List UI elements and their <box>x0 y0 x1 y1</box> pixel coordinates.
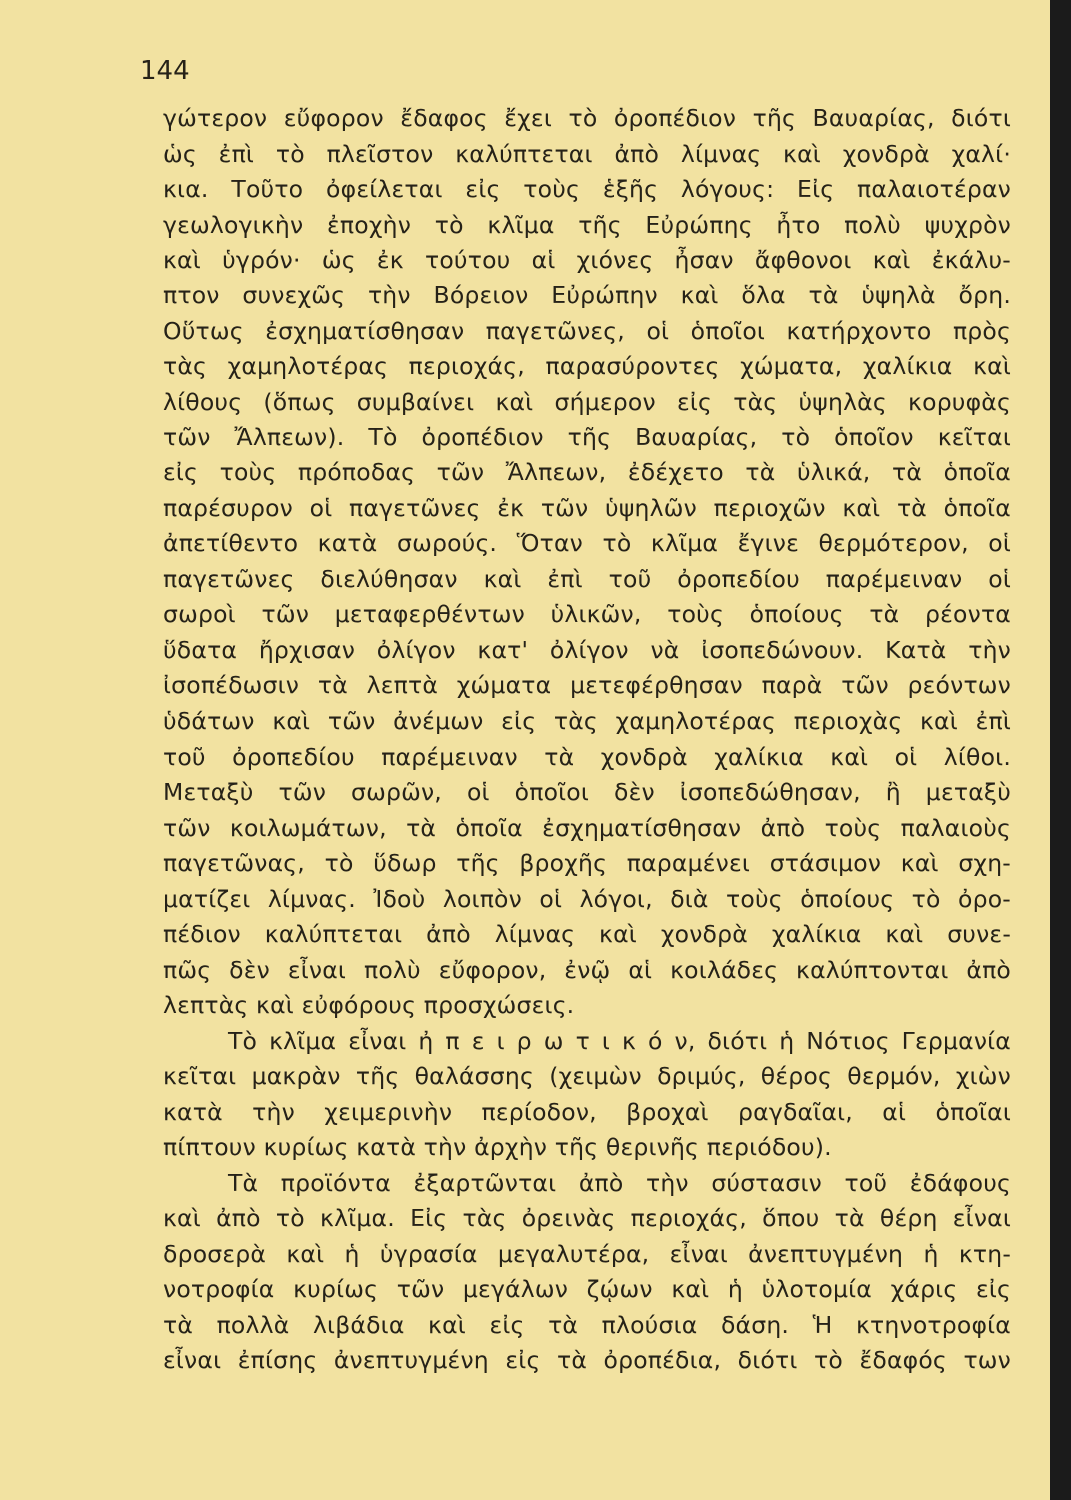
text-line: ἰσοπέδωσιν τὰ λεπτὰ χώματα μετεφέρθησαν παρὰ τῶν ρεόντων <box>163 671 1011 699</box>
text-line: πτον συνεχῶς τὴν Βόρειον Εὐρώπην καὶ ὅλα τὰ ὑψηλὰ ὄρη. <box>163 281 1011 309</box>
text-line: Τὰ προϊόντα ἐξαρτῶνται ἀπὸ τὴν σύστασιν τοῦ ἐδάφους <box>228 1169 1011 1197</box>
text-line: τὰς χαμηλοτέρας περιοχάς, παρασύροντες χώματα, χαλίκια καὶ <box>163 352 1011 380</box>
text-line: κεῖται μακρὰν τῆς θαλάσσης (χειμὼν δριμύς, θέρος θερμόν, χιὼν <box>163 1062 1011 1090</box>
text-line: κια. Τοῦτο ὀφείλεται εἰς τοὺς ἑξῆς λόγους: Εἰς παλαιοτέραν <box>163 175 1011 203</box>
text-line: λίθους (ὅπως συμβαίνει καὶ σήμερον εἰς τὰς ὑψηλὰς κορυφὰς <box>163 388 1011 416</box>
page-number: 144 <box>140 56 190 86</box>
text-line: ἀπετίθεντο κατὰ σωρούς. Ὅταν τὸ κλῖμα ἔγινε θερμότερον, οἱ <box>163 529 1011 557</box>
text-line: Τὸ κλῖμα εἶναι ἠ π ε ι ρ ω τ ι κ ό ν, διότι ἡ Νότιος Γερμανία <box>228 1027 1011 1055</box>
text-line: κατὰ τὴν χειμερινὴν περίοδον, βροχαὶ ραγδαῖαι, αἱ ὁποῖαι <box>163 1098 1011 1126</box>
text-line: εἶναι ἐπίσης ἀνεπτυγμένη εἰς τὰ ὀροπέδια, διότι τὸ ἔδαφός των <box>163 1346 1011 1374</box>
text-line: ὕδατα ἤρχισαν ὀλίγον κατ' ὀλίγον νὰ ἰσοπεδώνουν. Κατὰ τὴν <box>163 636 1011 664</box>
text-line: Μεταξὺ τῶν σωρῶν, οἱ ὁποῖοι δὲν ἰσοπεδώθησαν, ἢ μεταξὺ <box>163 778 1011 806</box>
text-line: ὡς ἐπὶ τὸ πλεῖστον καλύπτεται ἀπὸ λίμνας καὶ χονδρὰ χαλί· <box>163 140 1011 168</box>
text-line: δροσερὰ καὶ ἡ ὑγρασία μεγαλυτέρα, εἶναι ἀνεπτυγμένη ἡ κτη- <box>163 1240 1011 1268</box>
text-line: πίπτουν κυρίως κατὰ τὴν ἀρχὴν τῆς θερινῆς περιόδου). <box>163 1133 832 1161</box>
text-line: παγετῶνες διελύθησαν καὶ ἐπὶ τοῦ ὀροπεδίου παρέμειναν οἱ <box>163 565 1011 593</box>
text-line: πέδιον καλύπτεται ἀπὸ λίμνας καὶ χονδρὰ χαλίκια καὶ συνε- <box>163 920 1011 948</box>
text-line: νοτροφία κυρίως τῶν μεγάλων ζῴων καὶ ἡ ὑλοτομία χάρις εἰς <box>163 1275 1011 1303</box>
text-line: Οὕτως ἐσχηματίσθησαν παγετῶνες, οἱ ὁποῖοι κατήρχοντο πρὸς <box>163 317 1011 345</box>
text-line: πῶς δὲν εἶναι πολὺ εὔφορον, ἐνῷ αἱ κοιλάδες καλύπτονται ἀπὸ <box>163 956 1011 984</box>
text-line: γώτερον εὔφορον ἔδαφος ἔχει τὸ ὀροπέδιον τῆς Βαυαρίας, διότι <box>163 104 1011 132</box>
text-line: τοῦ ὀροπεδίου παρέμειναν τὰ χονδρὰ χαλίκια καὶ οἱ λίθοι. <box>163 743 1011 771</box>
text-line: γεωλογικὴν ἐποχὴν τὸ κλῖμα τῆς Εὐρώπης ἦτο πολὺ ψυχρὸν <box>163 211 1011 239</box>
text-line: ὑδάτων καὶ τῶν ἀνέμων εἰς τὰς χαμηλοτέρας περιοχὰς καὶ ἐπὶ <box>163 707 1011 735</box>
text-line: παγετῶνας, τὸ ὕδωρ τῆς βροχῆς παραμένει στάσιμον καὶ σχη- <box>163 849 1011 877</box>
text-line: τῶν Ἄλπεων). Τὸ ὀροπέδιον τῆς Βαυαρίας, τὸ ὁποῖον κεῖται <box>163 423 1011 451</box>
text-line: τὰ πολλὰ λιβάδια καὶ εἰς τὰ πλούσια δάση. Ἡ κτηνοτροφία <box>163 1311 1011 1339</box>
text-line: σωροὶ τῶν μεταφερθέντων ὑλικῶν, τοὺς ὁποίους τὰ ρέοντα <box>163 600 1011 628</box>
text-line: εἰς τοὺς πρόποδας τῶν Ἄλπεων, ἐδέχετο τὰ ὑλικά, τὰ ὁποῖα <box>163 458 1011 486</box>
text-line: καὶ ὑγρόν· ὡς ἐκ τούτου αἱ χιόνες ἦσαν ἄφθονοι καὶ ἐκάλυ- <box>163 246 1011 274</box>
text-line: τῶν κοιλωμάτων, τὰ ὁποῖα ἐσχηματίσθησαν ἀπὸ τοὺς παλαιοὺς <box>163 814 1011 842</box>
text-line: καὶ ἀπὸ τὸ κλῖμα. Εἰς τὰς ὀρεινὰς περιοχάς, ὅπου τὰ θέρη εἶναι <box>163 1204 1011 1232</box>
text-line: λεπτὰς καὶ εὐφόρους προσχώσεις. <box>163 991 575 1019</box>
text-line: ματίζει λίμνας. Ἰδοὺ λοιπὸν οἱ λόγοι, διὰ τοὺς ὁποίους τὸ ὀρο- <box>163 885 1011 913</box>
text-line: παρέσυρον οἱ παγετῶνες ἐκ τῶν ὑψηλῶν περιοχῶν καὶ τὰ ὁποῖα <box>163 494 1011 522</box>
